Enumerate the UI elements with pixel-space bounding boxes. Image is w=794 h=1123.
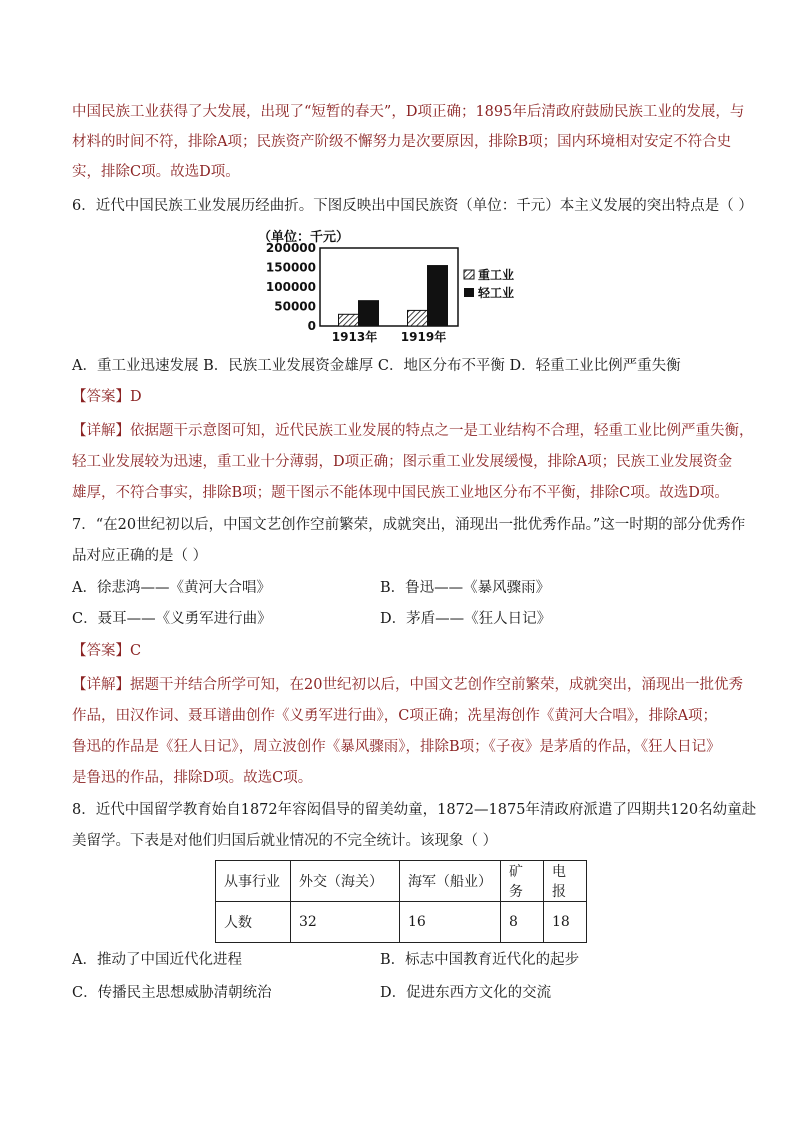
q6-detail-3: 雄厚，不符合事实，排除B项；题干图示不能体现中国民族工业地区分布不平衡，排除C项。故选D项。 [72,485,729,501]
legend-swatch-heavy [464,270,474,279]
legend-label-heavy: 重工业 [478,268,515,282]
y-tick-label: 100000 [265,280,316,294]
q7-detail-3: 鲁迅的作品是《狂人日记》，周立波创作《暴风骤雨》，排除B项；《子夜》是茅盾的作品，《狂人日记》 [72,739,721,755]
table-header-cell: 矿务 [501,861,544,902]
detail-text: 据题干并结合所学可知，在20世纪初以后，中国文艺创作空前繁荣，成就突出，涌现出一批优秀 [130,677,743,693]
chart-x-labels [332,329,446,344]
table-header-row [216,861,587,902]
bar-heavy-0 [339,314,359,326]
q8-option-d: D．促进东西方文化的交流 [380,985,552,1001]
intro-line-1: 中国民族工业获得了大发展，出现了“短暂的春天”，D项正确；1895年后清政府鼓励民族工业的发展，与 [72,104,745,120]
q7-option-c: C．聂耳——《义勇军进行曲》 [72,611,272,627]
table-cell: 32 [291,902,400,943]
table-header-cell: 海军（船业） [400,861,501,902]
q6-options: A．重工业迅速发展 B．民族工业发展资金雄厚 C．地区分布不平衡 D．轻重工业比例严重失衡 [72,358,681,374]
chart-legend [464,267,514,300]
q7-answer [72,641,141,661]
intro-line-3: 实，排除C项。故选D项。 [72,164,240,180]
table-header-cell: 电报 [544,861,587,902]
q6-detail-1 [72,421,754,441]
answer-tag: 【答案】 [72,643,130,659]
detail-tag: 【详解】 [72,677,130,693]
q8-table [215,860,587,943]
table-cell: 18 [544,902,587,943]
y-tick-label: 150000 [265,260,316,275]
q8-option-c: C．传播民主思想威胁清朝统治 [72,985,272,1001]
q7-detail-1 [72,675,743,695]
bar-light-1 [428,266,448,326]
answer-value: D [130,389,142,405]
q6-bar-chart [250,226,515,346]
bar-heavy-1 [408,310,428,326]
chart-unit-label: （单位：千元） [258,230,350,245]
q7-stem-1: 7．“在20世纪初以后，中国文艺创作空前繁荣，成就突出，涌现出一批优秀作品。”这一时期的部分优秀作 [72,517,746,533]
table-header-cell: 从事行业 [216,861,291,902]
q7-option-b: B．鲁迅——《暴风骤雨》 [380,580,551,596]
x-tick-label: 1919年 [400,330,447,344]
q6-detail-2: 轻工业发展较为迅速，重工业十分薄弱，D项正确；图示重工业发展缓慢，排除A项；民族工业发展资金 [72,454,733,470]
q8-option-a: A．推动了中国近代化进程 [72,952,242,968]
table-row [216,902,587,943]
answer-value: C [130,643,142,659]
y-tick-label: 0 [307,319,316,333]
detail-tag: 【详解】 [72,423,130,439]
q7-detail-2: 作品，田汉作词、聂耳谱曲创作《义勇军进行曲》，C项正确；冼星海创作《黄河大合唱》，排除A项； [72,708,718,724]
table-header-cell: 外交（海关） [291,861,400,902]
q6-stem: 6．近代中国民族工业发展历经曲折。下图反映出中国民族资（单位：千元）本主义发展的突出特点是（ ） [72,198,753,214]
intro-line-2: 材料的时间不符，排除A项；民族资产阶级不懈努力是次要原因，排除B项；国内环境相对安定不符合史 [72,134,732,150]
q7-option-d: D．茅盾——《狂人日记》 [380,611,552,627]
table-cell: 16 [400,902,501,943]
table-cell: 8 [501,902,544,943]
legend-label-light: 轻工业 [478,286,515,300]
answer-tag: 【答案】 [72,389,130,405]
legend-swatch-light [464,288,474,297]
bar-light-0 [359,301,379,326]
q7-stem-2: 品对应正确的是（ ） [72,548,208,564]
q8-stem-1: 8．近代中国留学教育始自1872年容闳倡导的留美幼童，1872—1875年清政府派遣了四期共120名幼童赴 [72,802,757,818]
q7-detail-4: 是鲁迅的作品，排除D项。故选C项。 [72,770,313,786]
q6-answer [72,387,142,407]
q8-option-b: B．标志中国教育近代化的起步 [380,952,580,968]
q7-option-a: A．徐悲鸿——《黄河大合唱》 [72,580,271,596]
chart-y-ticks [266,241,316,333]
table-cell: 人数 [216,902,291,943]
y-tick-label: 50000 [274,299,316,314]
detail-text: 依据题干示意图可知，近代民族工业发展的特点之一是工业结构不合理，轻重工业比例严重失衡， [130,423,754,439]
q8-stem-2: 美留学。下表是对他们归国后就业情况的不完全统计。该现象（ ） [72,833,498,849]
chart-bars [339,266,448,326]
y-tick-label: 200000 [265,241,316,255]
x-tick-label: 1913年 [331,330,378,344]
